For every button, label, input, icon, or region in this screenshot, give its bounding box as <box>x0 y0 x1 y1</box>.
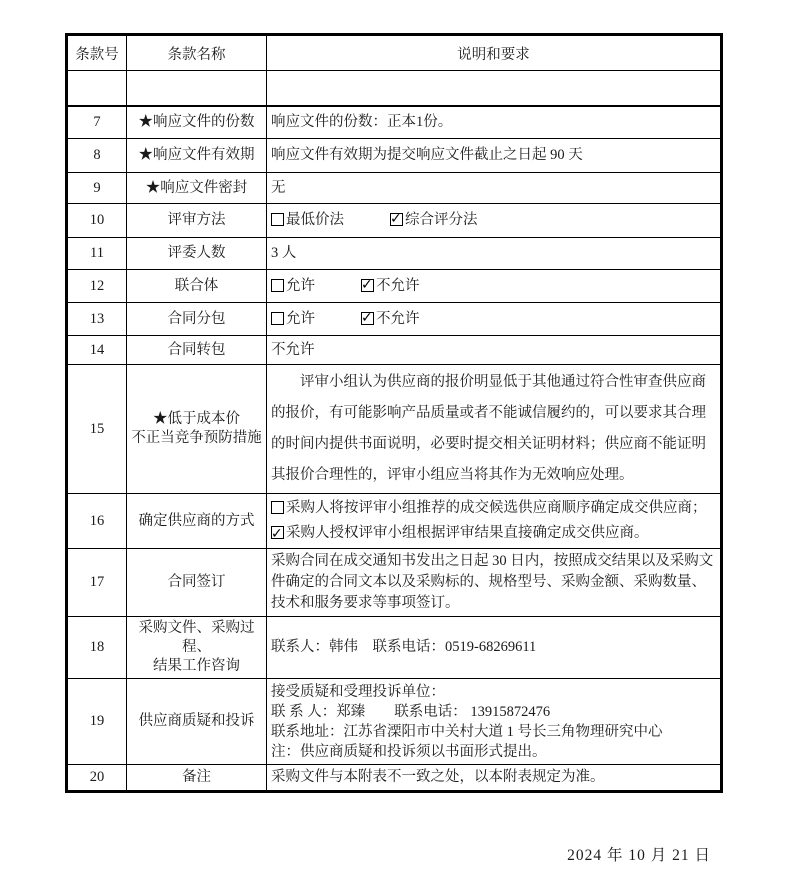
content-line <box>271 309 716 330</box>
clause-content-cell <box>267 549 722 617</box>
content-line: 响应文件有效期为提交响应文件截止之日起 90 天 <box>271 147 583 163</box>
checkbox-unchecked-icon <box>271 279 284 292</box>
clause-name-cell <box>127 549 267 617</box>
clause-content-cell <box>267 336 722 365</box>
clause-row <box>67 238 722 270</box>
clause-name-line: ★响应文件密封 <box>145 179 248 196</box>
checkbox-option <box>361 311 420 327</box>
document-date: 2024 年 10 月 21 日 <box>567 847 711 864</box>
clause-name-line: 评审方法 <box>167 212 226 228</box>
checkbox-unchecked-icon <box>271 312 284 325</box>
content-line: 3 人 <box>271 245 297 261</box>
clause-name-line: 合同签订 <box>167 574 226 590</box>
clause-content-cell <box>267 106 722 139</box>
clause-content-cell <box>267 679 722 765</box>
clause-name-cell <box>127 270 267 303</box>
clause-content-cell <box>267 365 722 494</box>
table-header-row <box>67 35 722 71</box>
clause-row <box>67 494 722 549</box>
clause-no-cell: 15 <box>67 365 127 494</box>
option-label: 采购人授权评审小组根据评审结果直接确定成交供应商。 <box>286 525 649 541</box>
content-line: 接受质疑和受理投诉单位： <box>271 683 445 700</box>
clause-name-line: ★响应文件有效期 <box>138 147 255 163</box>
clause-content-cell <box>267 303 722 336</box>
clause-content-cell <box>267 617 722 679</box>
clause-no-cell: 19 <box>67 679 127 765</box>
content-line: 联系人：韩伟 联系电话：0519-68269611 <box>271 639 537 655</box>
clause-name-line: 采购文件、采购过程、 <box>138 620 255 655</box>
clause-name-cell <box>127 139 267 173</box>
clause-name-cell <box>127 238 267 270</box>
clause-row <box>67 270 722 303</box>
content-line: 联系地址：江苏省溧阳市中关村大道 1 号长三角物理研究中心 <box>271 723 663 740</box>
clause-name-cell <box>127 204 267 238</box>
checkbox-option <box>271 278 315 294</box>
checkbox-checked-icon <box>361 279 374 292</box>
option-label: 允许 <box>286 310 315 327</box>
clause-no-cell: 13 <box>67 303 127 336</box>
clause-name-cell <box>127 336 267 365</box>
content-line: 无 <box>271 179 286 196</box>
clause-row <box>67 204 722 238</box>
clause-row <box>67 106 722 139</box>
clause-name-line: 合同分包 <box>167 310 226 327</box>
clause-name-line: 合同转包 <box>167 341 226 358</box>
clause-content-cell <box>267 204 722 238</box>
clause-name-line: 备注 <box>182 769 211 785</box>
clause-content-cell <box>267 173 722 204</box>
clause-name-cell <box>127 765 267 792</box>
checkbox-option <box>361 278 420 294</box>
option-label: 不允许 <box>376 277 420 294</box>
clause-no-cell: 16 <box>67 494 127 549</box>
content-line <box>271 276 716 297</box>
clause-row <box>67 139 722 173</box>
content-line: 响应文件的份数：正本1份。 <box>271 113 453 130</box>
header-clause-no: 条款号 <box>67 35 127 71</box>
content-line: 采购合同在成交通知书发出之日起 30 日内，按照成交结果以及采购文件确定的合同文本以及采购标的、规格型号、采购金额、采购数量、技术和服务要求等事项签订。 <box>271 553 714 611</box>
clause-row <box>67 617 722 679</box>
clause-content-cell <box>267 238 722 270</box>
option-label: 允许 <box>286 277 315 294</box>
clause-no-cell: 12 <box>67 270 127 303</box>
clause-content-cell <box>267 494 722 549</box>
clause-table <box>65 33 723 793</box>
clause-row <box>67 549 722 617</box>
content-line: 不允许 <box>271 341 315 358</box>
clause-content-cell <box>267 270 722 303</box>
checkbox-checked-icon <box>390 213 403 226</box>
clause-row <box>67 679 722 765</box>
clause-name-cell <box>127 365 267 494</box>
content-line: 采购文件与本附表不一致之处，以本附表规定为准。 <box>271 769 605 785</box>
checkbox-checked-icon <box>361 312 374 325</box>
clause-name-line: 结果工作咨询 <box>153 658 240 674</box>
clause-name-line: 确定供应商的方式 <box>138 512 255 529</box>
option-label: 综合评分法 <box>405 212 478 228</box>
content-line: 联 系 人：郑臻 联系电话： 13915872476 <box>271 703 551 720</box>
clause-no-cell: 14 <box>67 336 127 365</box>
header-clause-requirements: 说明和要求 <box>267 35 722 71</box>
clause-name-cell <box>127 173 267 204</box>
option-label: 不允许 <box>376 310 420 327</box>
option-label: 最低价法 <box>286 212 344 228</box>
clause-name-line: ★低于成本价 <box>153 411 240 427</box>
clause-name-line: 评委人数 <box>167 245 226 261</box>
clause-name-line: 联合体 <box>174 277 219 294</box>
clause-row <box>67 365 722 494</box>
clause-name-cell <box>127 106 267 139</box>
clause-name-cell <box>127 617 267 679</box>
checkbox-option <box>271 525 649 541</box>
clause-content-cell <box>267 139 722 173</box>
clause-no-cell: 11 <box>67 238 127 270</box>
clause-name-cell <box>127 679 267 765</box>
option-label: 采购人将按评审小组推荐的成交候选供应商顺序确定成交供应商； <box>286 500 707 516</box>
clause-row <box>67 303 722 336</box>
clause-content-cell <box>267 765 722 792</box>
clause-no-cell: 7 <box>67 106 127 139</box>
checkbox-checked-icon <box>271 526 284 539</box>
content-line: 评审小组认为供应商的报价明显低于其他通过符合性审查供应商的报价，有可能影响产品质量或者不能诚信履约的，可以要求其合理的时间内提供书面说明，必要时提交相关证明材料；供应商不能证明其报价合理性的，评审小组应当将其作为无效响应处理。 <box>271 374 706 483</box>
clause-name-cell <box>127 303 267 336</box>
clause-no-cell: 9 <box>67 173 127 204</box>
clause-no-cell: 8 <box>67 139 127 173</box>
empty-cell <box>127 71 267 106</box>
clause-no-cell: 10 <box>67 204 127 238</box>
clause-row <box>67 173 722 204</box>
empty-cell <box>267 71 722 106</box>
clause-name-cell <box>127 494 267 549</box>
checkbox-unchecked-icon <box>271 213 284 226</box>
checkbox-option <box>390 212 478 228</box>
checkbox-option <box>271 212 344 228</box>
clause-row <box>67 336 722 365</box>
content-line <box>271 496 716 521</box>
clause-no-cell: 18 <box>67 617 127 679</box>
checkbox-option <box>271 500 707 516</box>
clause-name-line: 供应商质疑和投诉 <box>138 713 255 729</box>
content-line: 注：供应商质疑和投诉须以书面形式提出。 <box>271 743 547 760</box>
clause-row <box>67 765 722 792</box>
clause-no-cell: 20 <box>67 765 127 792</box>
empty-row <box>67 71 722 106</box>
checkbox-unchecked-icon <box>271 501 284 514</box>
content-line <box>271 521 716 546</box>
header-clause-name: 条款名称 <box>127 35 267 71</box>
clause-name-line: ★响应文件的份数 <box>138 113 255 130</box>
content-line <box>271 210 716 231</box>
empty-cell <box>67 71 127 106</box>
checkbox-option <box>271 311 315 327</box>
clause-no-cell: 17 <box>67 549 127 617</box>
clause-name-line: 不正当竞争预防措施 <box>131 430 262 446</box>
